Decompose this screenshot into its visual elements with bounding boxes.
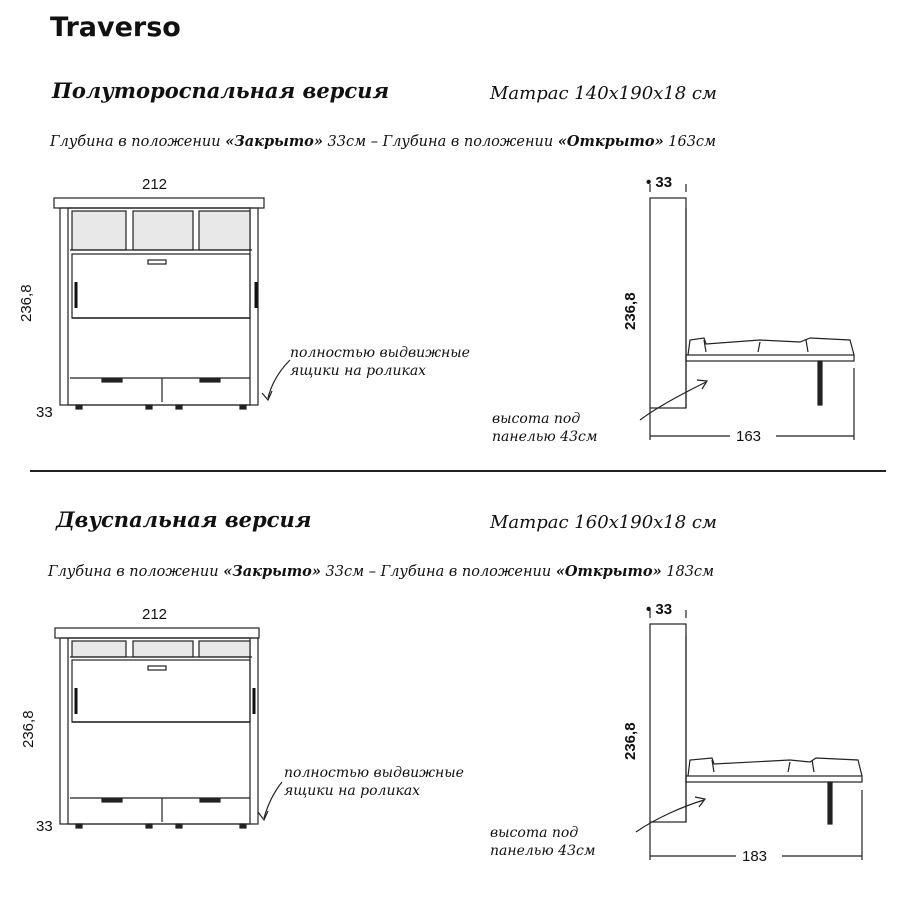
panel-height-note: высота под панелью 43см	[490, 825, 596, 859]
front-view-cabinet	[54, 198, 264, 409]
depth-line: Глубина в положении «Закрыто» 33см – Глубина в положении «Открыто» 163см	[50, 133, 717, 150]
side-depth-dim: • 33	[646, 174, 673, 191]
front-view-cabinet	[55, 628, 259, 828]
section-title: Двуспальная версия	[56, 507, 312, 532]
side-height-dim: 236,8	[622, 292, 639, 330]
side-depth-dim: • 33	[646, 601, 673, 618]
drawers-note: полностью выдвижные ящики на роликах	[290, 345, 470, 379]
front-width-dim: 212	[142, 176, 168, 193]
front-depth-dim: 33	[36, 818, 53, 835]
section-title: Полутороспальная версия	[52, 78, 390, 103]
front-height-dim: 236,8	[18, 284, 35, 322]
side-height-dim: 236,8	[622, 722, 639, 760]
brand-title: Traverso	[50, 12, 181, 43]
front-width-dim: 212	[142, 606, 168, 623]
side-view-bed	[650, 610, 862, 860]
mattress-size: Матрас 160х190х18 см	[490, 512, 717, 533]
drawers-note: полностью выдвижные ящики на роликах	[284, 765, 464, 799]
depth-line: Глубина в положении «Закрыто» 33см – Глубина в положении «Открыто» 183см	[48, 563, 715, 580]
side-length-dim: 163	[736, 428, 762, 445]
section-divider	[30, 470, 886, 472]
side-length-dim: 183	[742, 848, 768, 865]
side-view-bed	[650, 184, 854, 440]
mattress-size: Матрас 140х190х18 см	[490, 83, 717, 104]
panel-height-note: высота под панелью 43см	[492, 411, 598, 445]
front-height-dim: 236,8	[20, 710, 37, 748]
front-depth-dim: 33	[36, 404, 53, 421]
